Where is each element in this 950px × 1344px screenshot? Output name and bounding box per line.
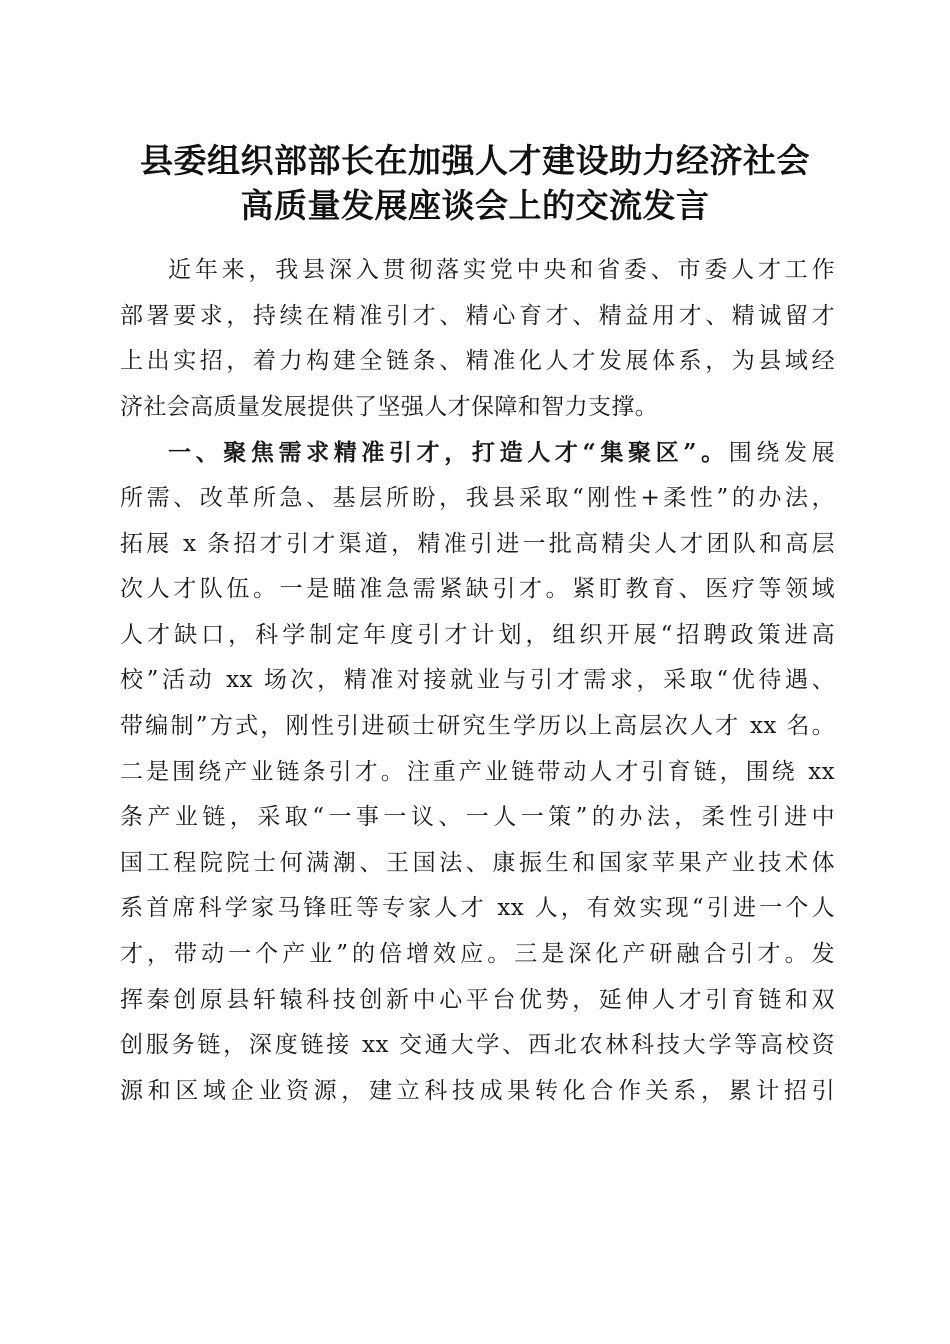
paragraph-line: 二是围绕产业链条引才。注重产业链带动人才引育链，围绕 xx <box>120 758 835 785</box>
paragraph-line: 济社会高质量发展提供了坚强人才保障和智力支撑。 <box>120 393 659 420</box>
document-body <box>120 248 835 1114</box>
document-title <box>100 138 850 228</box>
paragraph-line: 条产业链，采取“一事一议、一人一策”的办法，柔性引进中 <box>120 804 835 831</box>
paragraph-line: 国工程院院士何满潮、王国法、康振生和国家苹果产业技术体 <box>120 849 835 876</box>
section-heading-continuation: 围绕发展 <box>728 440 835 467</box>
paragraph-line: 拓展 x 条招才引才渠道，精准引进一批高精尖人才团队和高层 <box>120 530 835 557</box>
paragraph-line: 带编制”方式，刚性引进硕士研究生学历以上高层次人才 xx 名。 <box>120 712 835 739</box>
paragraph-line: 系首席科学家马锋旺等专家人才 xx 人，有效实现“引进一个人 <box>120 895 835 922</box>
paragraph-line: 挥秦创原县轩辕科技创新中心平台优势，延伸人才引育链和双 <box>120 986 835 1013</box>
paragraph-line: 近年来，我县深入贯彻落实党中央和省委、市委人才工作 <box>168 257 835 283</box>
section-heading-line <box>120 430 835 476</box>
paragraph-line: 创服务链，深度链接 xx 交通大学、西北农林科技大学等高校资 <box>120 1032 835 1059</box>
paragraph-line: 才，带动一个产业”的倍增效应。三是深化产研融合引才。发 <box>120 940 835 967</box>
paragraph-line: 所需、改革所急、基层所盼，我县采取“刚性+柔性”的办法， <box>120 484 835 511</box>
title-line-1: 县委组织部部长在加强人才建设助力经济社会 <box>140 141 810 180</box>
paragraph-line: 次人才队伍。一是瞄准急需紧缺引才。紧盯教育、医疗等领域 <box>120 576 835 603</box>
title-line-2: 高质量发展座谈会上的交流发言 <box>240 186 710 225</box>
paragraph-line: 人才缺口，科学制定年度引才计划，组织开展“招聘政策进高 <box>120 621 835 648</box>
paragraph-line: 源和区域企业资源，建立科技成果转化合作关系，累计招引 <box>120 1077 835 1104</box>
paragraph-line: 校”活动 xx 场次，精准对接就业与引才需求，采取“优待遇、 <box>120 667 835 694</box>
section-heading: 一、聚焦需求精准引才，打造人才“集聚区”。 <box>168 439 729 467</box>
paragraph-line: 部署要求，持续在精准引才、精心育才、精益用才、精诚留才 <box>120 302 835 329</box>
paragraph-line: 上出实招，着力构建全链条、精准化人才发展体系，为县域经 <box>120 348 835 375</box>
